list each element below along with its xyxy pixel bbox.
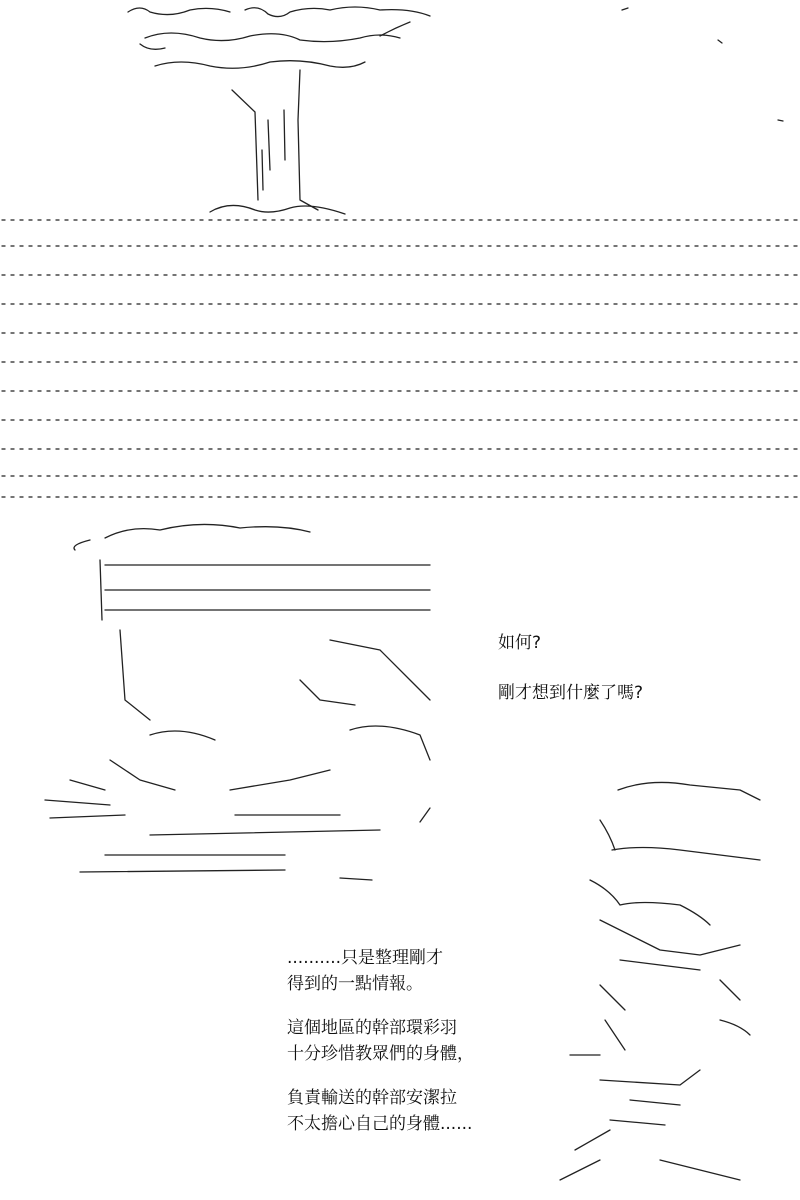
tree-canopy — [128, 7, 430, 68]
narration-line-3: 這個地區的幹部環彩羽 — [287, 1018, 457, 1038]
tree-trunk — [210, 70, 345, 214]
narration-line-5: 負責輸送的幹部安潔拉 — [287, 1088, 457, 1108]
right-character-figure — [560, 782, 760, 1180]
distant-birds — [622, 8, 783, 121]
speech-followup — [498, 680, 643, 706]
narration-line-4: 十分珍惜教眾們的身體， — [287, 1044, 474, 1064]
narration-line-6: 不太擔心自己的身體...... — [287, 1114, 473, 1134]
narration-line-1: ..........只是整理剛才 — [287, 948, 444, 968]
speech-question — [498, 630, 541, 656]
speech-followup-text: 剛才想到什麼了嗎? — [498, 683, 644, 703]
left-character-figure — [45, 524, 430, 880]
speech-question-text: 如何? — [498, 633, 542, 653]
narration-line-2: 得到的一點情報。 — [287, 974, 423, 994]
narration-block — [287, 945, 474, 1137]
ground-field — [2, 220, 798, 497]
